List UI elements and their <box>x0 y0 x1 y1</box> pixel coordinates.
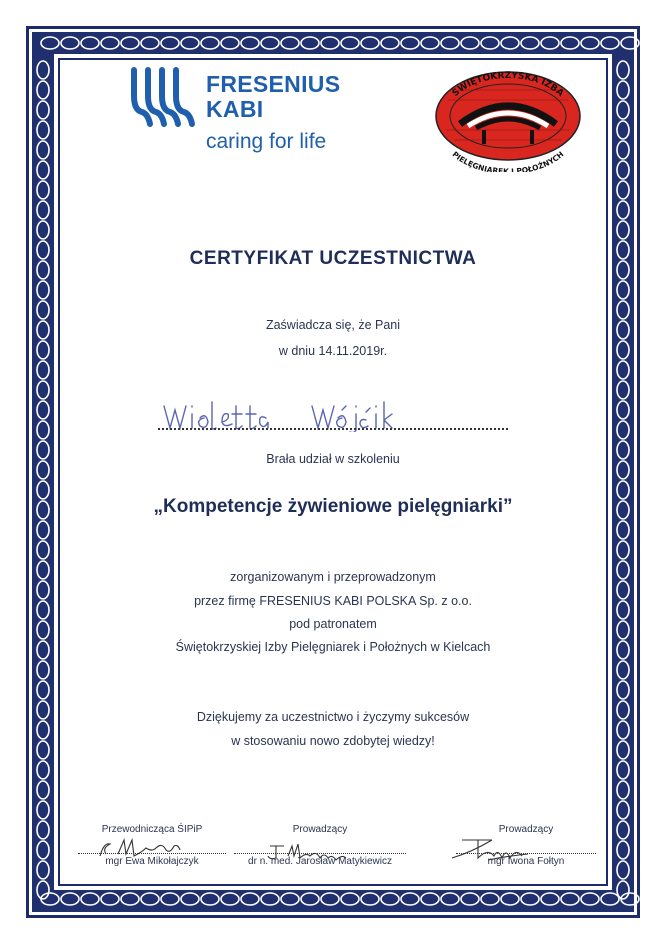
border-ornament-link <box>521 37 539 49</box>
border-ornament-link <box>617 201 629 219</box>
border-ornament-link <box>37 181 49 199</box>
border-ornament-link <box>617 161 629 179</box>
border-ornament-link <box>37 81 49 99</box>
border-ornament-link <box>617 61 629 79</box>
kabi-line2: KABI <box>206 96 264 122</box>
thanks-line-1: Dziękujemy za uczestnictwo i życzymy sukcesów <box>196 710 470 724</box>
signature-block-1 <box>78 824 226 867</box>
border-ornament-link <box>241 893 259 905</box>
chamber-bottom-text: PIELĘGNIAREK I POŁOŻNYCH <box>450 149 566 172</box>
border-ornament-link <box>341 893 359 905</box>
border-ornament-link <box>37 761 49 779</box>
border-ornament-link <box>441 37 459 49</box>
border-ornament-link <box>461 893 479 905</box>
border-ornament-link <box>181 37 199 49</box>
border-ornament-link <box>261 37 279 49</box>
signature-scribble <box>448 834 548 864</box>
signature-block-3 <box>456 824 596 867</box>
organizer-line-2: przez firmę FRESENIUS KABI POLSKA Sp. z o.o. <box>194 594 472 608</box>
border-ornament-link <box>617 301 629 319</box>
border-ornament-link <box>441 893 459 905</box>
border-ornament-link <box>37 161 49 179</box>
border-ornament-link <box>261 893 279 905</box>
border-ornament-link <box>421 893 439 905</box>
border-ornament-link <box>37 121 49 139</box>
border-ornament-link <box>61 37 79 49</box>
border-ornament-link <box>617 861 629 879</box>
border-ornament-link <box>121 893 139 905</box>
border-ornament-link <box>141 893 159 905</box>
signature-role: Prowadzący <box>498 824 554 835</box>
border-ornament-link <box>37 381 49 399</box>
border-ornament-link <box>617 181 629 199</box>
border-ornament-link <box>281 893 299 905</box>
signature-role: Przewodnicząca ŚIPiP <box>101 824 203 835</box>
border-ornament-link <box>617 761 629 779</box>
border-ornament-link <box>121 37 139 49</box>
course-title: „Kompetencje żywieniowe pielęgniarki” <box>153 496 513 517</box>
border-ornament-link <box>521 893 539 905</box>
border-ornament-link <box>617 281 629 299</box>
border-ornament-link <box>301 37 319 49</box>
fresenius-wave-icon <box>128 66 198 128</box>
border-ornament-link <box>37 281 49 299</box>
border-ornament-link <box>37 821 49 839</box>
chamber-top-text: ŚWIĘTOKRZYSKA IZBA <box>450 70 566 99</box>
border-ornament-link <box>401 37 419 49</box>
fresenius-kabi-logo <box>128 66 368 166</box>
border-ornament-link <box>381 893 399 905</box>
border-ornament-link <box>37 301 49 319</box>
border-ornament-link <box>481 37 499 49</box>
border-ornament-link <box>41 37 59 49</box>
border-ornament-link <box>37 521 49 539</box>
border-ornament-link <box>621 37 639 49</box>
attest-line: Zaświadcza się, że Pani <box>265 318 401 332</box>
border-ornament-link <box>37 101 49 119</box>
border-ornament-link <box>501 893 519 905</box>
border-ornament-link <box>581 37 599 49</box>
border-ornament-link <box>37 421 49 439</box>
thanks-line-2: w stosowaniu nowo zdobytej wiedzy! <box>231 734 435 748</box>
participant-name-line <box>158 426 508 430</box>
border-ornament-link <box>37 881 49 899</box>
border-ornament-link <box>161 893 179 905</box>
signature-scribble <box>96 836 206 862</box>
border-ornament-link <box>617 661 629 679</box>
border-ornament-link <box>601 37 619 49</box>
border-ornament-link <box>37 361 49 379</box>
border-ornament-link <box>617 361 629 379</box>
organizer-line-4: Świętokrzyskiej Izby Pielęgniarek i Położnych w Kielcach <box>175 640 491 654</box>
border-ornament-link <box>581 893 599 905</box>
border-ornament-link <box>481 893 499 905</box>
border-ornament-link <box>617 221 629 239</box>
organizer-line-3: pod patronatem <box>289 617 377 631</box>
border-ornament-link <box>281 37 299 49</box>
border-ornament-link <box>361 37 379 49</box>
organizer-line-1: zorganizowanym i przeprowadzonym <box>230 570 436 584</box>
signature-block-2 <box>234 824 406 867</box>
border-ornament-link <box>241 37 259 49</box>
border-ornament-link <box>461 37 479 49</box>
border-ornament-link <box>617 881 629 899</box>
border-ornament-link <box>81 893 99 905</box>
signature-scribble <box>264 836 384 862</box>
border-ornament-link <box>561 37 579 49</box>
border-ornament-link <box>421 37 439 49</box>
signature-name: dr n. med. Jarosław Matykiewicz <box>248 856 392 867</box>
border-ornament-link <box>361 893 379 905</box>
border-ornament-link <box>617 121 629 139</box>
border-ornament-link <box>37 781 49 799</box>
border-ornament-link <box>61 893 79 905</box>
border-ornament-link <box>37 541 49 559</box>
fresenius-line1: FRESENIUS <box>206 71 341 97</box>
signature-name: mgr Iwona Fołtyn <box>487 856 565 867</box>
border-ornament-link <box>37 61 49 79</box>
border-ornament-link <box>617 521 629 539</box>
border-ornament-link <box>37 801 49 819</box>
border-ornament-link <box>161 37 179 49</box>
border-ornament-link <box>37 201 49 219</box>
border-ornament-link <box>37 221 49 239</box>
border-ornament-link <box>401 893 419 905</box>
border-ornament-link <box>181 893 199 905</box>
border-ornament-link <box>617 401 629 419</box>
signature-role: Prowadzący <box>292 824 348 835</box>
border-ornament-link <box>617 541 629 559</box>
chamber-of-nurses-logo <box>418 60 598 172</box>
border-ornament-link <box>341 37 359 49</box>
border-ornament-link <box>101 893 119 905</box>
border-ornament-link <box>101 37 119 49</box>
fresenius-tagline: caring for life <box>206 130 327 153</box>
border-ornament-link <box>617 841 629 859</box>
fresenius-kabi-wordmark <box>206 72 340 122</box>
border-ornament-link <box>617 381 629 399</box>
participated-line: Brała udział w szkoleniu <box>266 452 400 466</box>
border-ornament-link <box>201 37 219 49</box>
border-ornament-link <box>141 37 159 49</box>
border-ornament-link <box>301 893 319 905</box>
border-ornament-link <box>617 421 629 439</box>
border-ornament-link <box>617 781 629 799</box>
border-ornament-link <box>201 893 219 905</box>
border-ornament-link <box>37 401 49 419</box>
border-ornament-link <box>321 893 339 905</box>
certificate-title: CERTYFIKAT UCZESTNICTWA <box>189 248 477 269</box>
border-ornament-link <box>617 821 629 839</box>
border-ornament-link <box>37 861 49 879</box>
border-ornament-link <box>37 841 49 859</box>
border-ornament-link <box>601 893 619 905</box>
border-ornament-link <box>37 141 49 159</box>
certificate-body <box>58 58 608 886</box>
signature-name: mgr Ewa Mikołajczyk <box>105 856 199 867</box>
border-ornament-link <box>617 101 629 119</box>
border-ornament-link <box>617 141 629 159</box>
border-ornament-link <box>37 681 49 699</box>
border-ornament-link <box>541 893 559 905</box>
border-ornament-link <box>321 37 339 49</box>
border-ornament-link <box>561 893 579 905</box>
border-ornament-link <box>501 37 519 49</box>
border-ornament-link <box>541 37 559 49</box>
border-ornament-link <box>617 681 629 699</box>
border-ornament-link <box>381 37 399 49</box>
border-ornament-link <box>617 801 629 819</box>
border-ornament-link <box>221 893 239 905</box>
border-ornament-link <box>617 81 629 99</box>
border-ornament-link <box>81 37 99 49</box>
border-ornament-link <box>221 37 239 49</box>
border-ornament-link <box>37 661 49 679</box>
date-line: w dniu 14.11.2019r. <box>278 344 388 358</box>
